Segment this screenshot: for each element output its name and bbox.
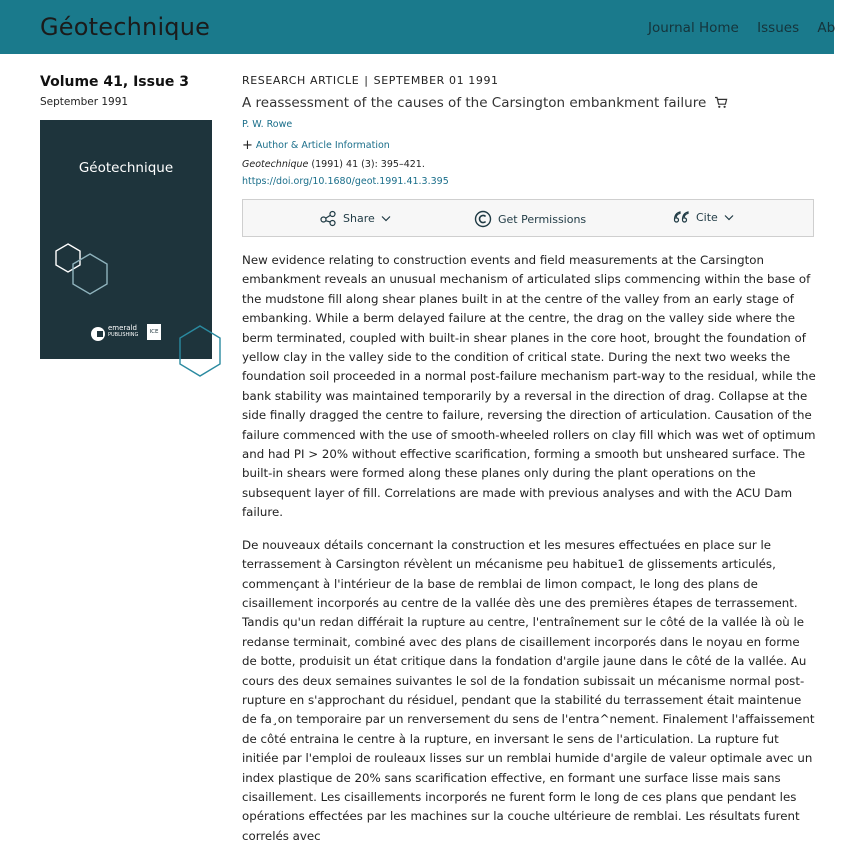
publisher-name xyxy=(108,325,138,339)
author-article-info-toggle[interactable] xyxy=(242,138,814,153)
publisher-line2: PUBLISHING xyxy=(108,332,139,338)
top-nav xyxy=(648,20,849,36)
article-meta xyxy=(242,74,814,87)
journal-brand[interactable]: Géotechnique xyxy=(40,13,211,41)
nav-issues[interactable]: Issues xyxy=(757,20,800,36)
article-title xyxy=(242,95,814,113)
chevron-down-icon xyxy=(724,214,734,221)
plus-icon: + xyxy=(242,138,253,153)
get-permissions-button[interactable] xyxy=(474,210,586,228)
citation-journal: Geotechnique xyxy=(242,159,309,170)
share-button[interactable] xyxy=(320,210,391,226)
volume-date: September 1991 xyxy=(40,96,129,108)
site-header xyxy=(0,0,834,54)
share-icon xyxy=(320,210,337,226)
article-title-text: A reassessment of the causes of the Carsington embankment failure xyxy=(242,95,707,111)
ice-badge: ICE xyxy=(147,324,161,340)
info-toggle-label: Author & Article Information xyxy=(255,140,390,151)
issue-cover[interactable] xyxy=(40,120,212,359)
emerald-logo-icon xyxy=(90,326,106,342)
cite-button[interactable] xyxy=(673,210,734,224)
citation-line xyxy=(242,159,814,170)
article-date: SEPTEMBER 01 1991 xyxy=(373,74,499,87)
meta-separator: | xyxy=(364,74,369,87)
nav-about[interactable]: Ab xyxy=(817,20,836,36)
cite-label: Cite xyxy=(696,210,718,224)
doi-link[interactable]: https://doi.org/10.1680/geot.1991.41.3.395 xyxy=(242,176,449,187)
copyright-icon xyxy=(474,210,492,228)
share-label: Share xyxy=(343,211,375,225)
nav-journal-home[interactable]: Journal Home xyxy=(648,20,739,36)
issue-sidebar xyxy=(40,74,215,338)
article-type: RESEARCH ARTICLE xyxy=(242,74,360,87)
abstract-french: De nouveaux détails concernant la construction et les mesures effectuées en place sur le terrassement à Carsington révèlent un mécanisme peu habitue1 de glissements articulés, commençant à l'intérieur de la base de remblai de limon compact, le long des plans de cisaillement incorporés au centre de la vallée dès une des premières étapes de terrassement. Tandis qu'un redan différait la rupture au centre, l'entraînement sur le côté de la vallée là où le redanse terminait, combiné avec des plans de cisaillement incorporés dans le noyau en forme de botte, produisit un état critique dans la fondation d'argile jaune dans le côté de la vallée. Au cours des deux semaines suivantes le sol de la fondation subissait un mécanisme normal post-rupture en s'approchant du résiduel, pendant que la stabilité du terrassement était maintenue de fa¸on temporaire par un renversement du sens de l'entra^nement. Finalement l'affaissement de côté entraina le centre à la rupture, en inversant le sens de l'articulation. La rupture fut initiée par l'emploi de rouleaux lisses sur un remblai humide d'argile de valeur optimale avec un index plastique de 20% sans scarification effective, en formant une surface lisse mais sans cisaillement. Les cisaillements incorporés ne furent form le long de ces plans que pendant les opérations effectées par les machines sur la couche ultérieure de remblai. Les résultats furent correlés avec xyxy=(242,537,815,843)
chevron-down-icon xyxy=(381,215,391,222)
article-main xyxy=(242,74,816,843)
publisher-line1: emerald xyxy=(108,324,137,332)
article-toolbar xyxy=(242,199,814,237)
abstract xyxy=(242,251,817,846)
cover-title: Géotechnique xyxy=(78,160,174,176)
permissions-label: Get Permissions xyxy=(498,212,587,226)
author-link[interactable]: P. W. Rowe xyxy=(242,119,293,130)
abstract-english: New evidence relating to construction events and field measurements at the Carsington embankment reveals an unusual mechanism of articulated slips commencing within the base of the mudstone fill along shear planes built in at the centre of the valley from an early stage of embanking. While a berm delayed failure at the centre, the drag on the valley side where the berm terminated, coupled with built-in shear planes in the core hoot, brought the foundation of yellow clay in the valley side to the condition of critical state. During the next two weeks the foundation soil proceeded in a normal post-failure mechanism part-way to the residual, while the bank stability was maintained temporarily by a reversal in the direction of drag. Collapse at the side finally dragged the centre to failure, reversing the direction of articulation. Causation of the failure commenced with the use of smooth-wheeled rollers on clay fill which was wet of optimum and had PI > 20% without effective scarification, forming a smooth but unsheared surface. The built-in shears were formed along these planes only during the plant operations on the subsequent layer of fill. Correlations are made with previous analyses and with the ACU Dam failure. xyxy=(242,253,816,520)
volume-title[interactable]: Volume 41, Issue 3 xyxy=(40,74,190,90)
citation-details: (1991) 41 (3): 395–421. xyxy=(308,159,425,170)
cart-icon[interactable] xyxy=(714,96,728,113)
quote-icon xyxy=(673,210,690,224)
